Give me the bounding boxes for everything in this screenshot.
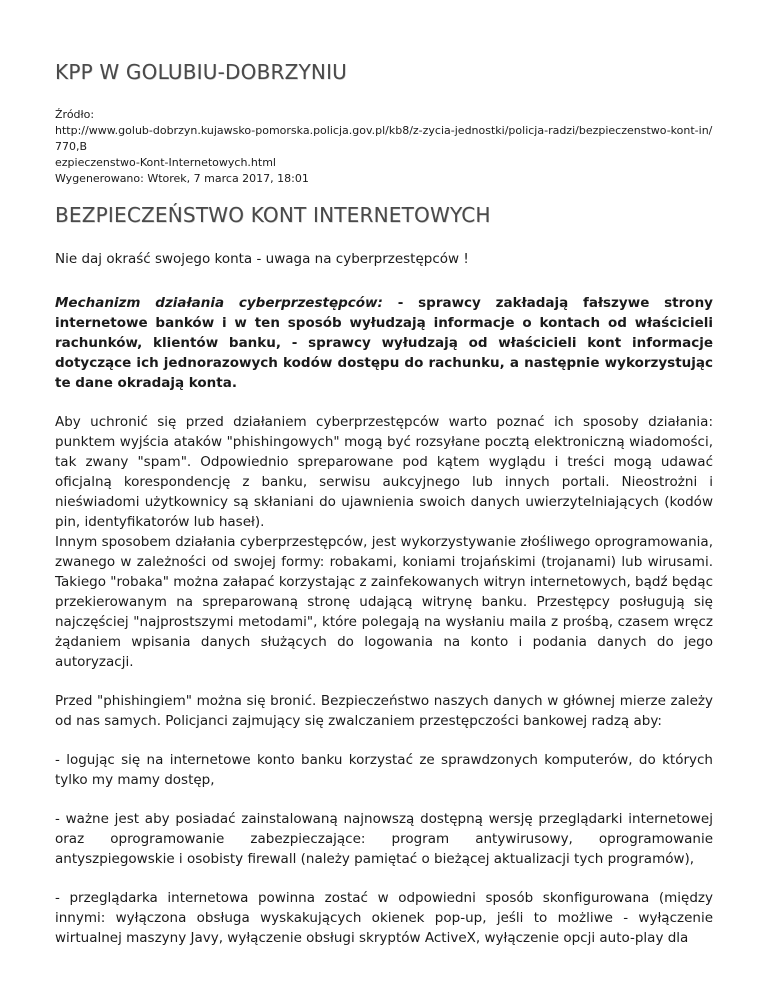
article-title: BEZPIECZEŃSTWO KONT INTERNETOWYCH bbox=[55, 203, 491, 227]
article-lead: Nie daj okraść swojego konta - uwaga na cyberprzestępców ! bbox=[55, 251, 469, 267]
mechanism-paragraph bbox=[55, 293, 713, 393]
site-title: KPP W GOLUBIU-DOBRZYNIU bbox=[55, 60, 348, 84]
tip-browser-config: - przeglądarka internetowa powinna zostać w odpowiedni sposób skonfigurowana (między innymi: wyłączona obsługa wyskakujących okienek pop-up, jeśli to możliwe - wyłączenie wirtualnej maszyny Javy, wyłączenie obsługi skryptów ActiveX, wyłączenie opcji auto-play dla bbox=[55, 890, 713, 946]
paragraph-malware: Innym sposobem działania cyberprzestępców, jest wykorzystywanie złośliwego oprogramowania, zwanego w zależności od swojej formy: robakami, koniami trojańskimi (trojanami) lub wirusami. Takiego "robaka" można załapać korzystając z zainfekowanych witryn internetowych, bądź będąc przekierowanym na spreparowaną stronę udającą witrynę banku. Przestępcy posługują się najczęściej "najprostszymi metodami", które polegają na wysłaniu maila z prośbą, czasem wręcz żądaniem wpisania danych służących do logowania na konto i podania danych do jego autoryzacji. bbox=[55, 534, 713, 670]
mechanism-label: Mechanizm działania cyberprzestępców: bbox=[55, 295, 383, 311]
generated-timestamp: Wygenerowano: Wtorek, 7 marca 2017, 18:01 bbox=[55, 172, 309, 185]
source-label: Źródło: bbox=[55, 108, 95, 121]
mechanism-text: - sprawcy zakładają fałszywe strony internetowe banków i w ten sposób wyłudzają informacje o kontach od właścicieli rachunków, klientów banku, - sprawcy wyłudzają od właścicieli kont informacje dotyczące ich jednorazowych kodów dostępu do rachunku, a następnie wykorzystując te dane okradają konta. bbox=[55, 295, 713, 391]
source-meta bbox=[55, 107, 713, 187]
tip-trusted-computers: - logując się na internetowe konto banku korzystać ze sprawdzonych komputerów, do których tylko my mamy dostęp, bbox=[55, 752, 713, 788]
paragraph-defense: Przed "phishingiem" można się bronić. Bezpieczeństwo naszych danych w głównej mierze zależy od nas samych. Policjanci zajmujący się zwalczaniem przestępczości bankowej radzą aby: bbox=[55, 693, 713, 729]
paragraph-phishing-intro: Aby uchronić się przed działaniem cyberprzestępców warto poznać ich sposoby działania: punktem wyjścia ataków "phishingowych" mogą być rozsyłane pocztą elektroniczną wiadomości, tak zwany "spam". Odpowiednio spreparowane pod kątem wyglądu i treści mogą udawać oficjalną korespondencję z banku, serwisu aukcyjnego lub innych portali. Nieostrożni i nieświadomi użytkownicy są skłaniani do ujawnienia swoich danych uwierzytelniających (kodów pin, identyfikatorów lub haseł). bbox=[55, 414, 713, 530]
source-url-line-2[interactable]: ezpieczenstwo-Kont-Internetowych.html bbox=[55, 156, 276, 169]
source-url-line-1[interactable]: http://www.golub-dobrzyn.kujawsko-pomorska.policja.gov.pl/kb8/z-zycia-jednostki/policja-radzi/bezpieczenstwo-kont-in/770,B bbox=[55, 124, 713, 153]
tip-software-updates: - ważne jest aby posiadać zainstalowaną najnowszą dostępną wersję przeglądarki internetowej oraz oprogramowanie zabezpieczające: program antywirusowy, oprogramowanie antyszpiegowskie i osobisty firewall (należy pamiętać o bieżącej aktualizacji tych programów), bbox=[55, 811, 713, 867]
